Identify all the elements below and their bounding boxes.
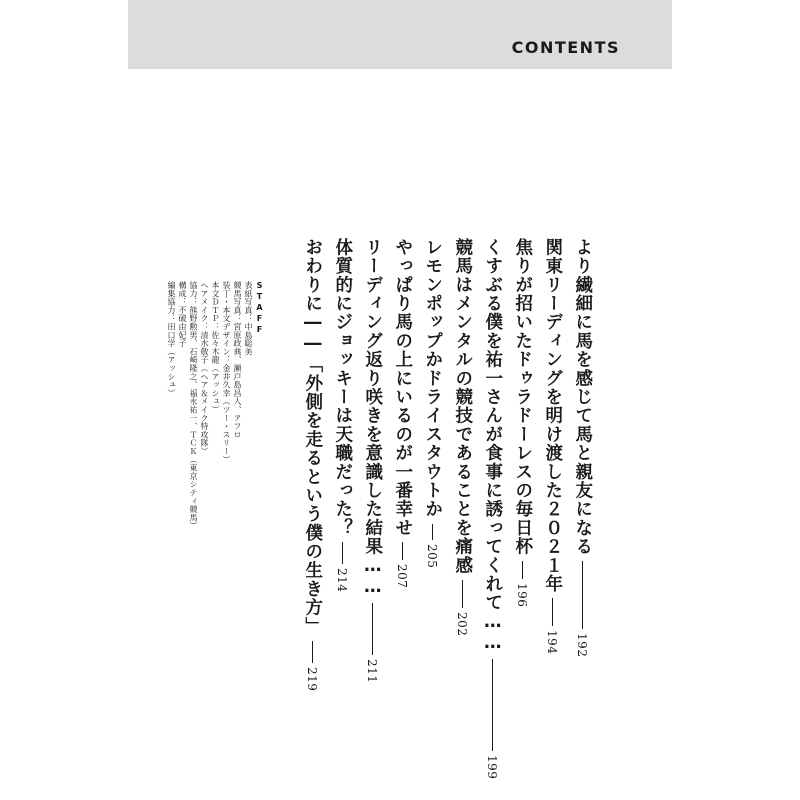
toc-entry-page-number: 214: [335, 568, 349, 593]
toc-entry: [359, 238, 385, 684]
toc-entry-page-number: 196: [515, 582, 529, 608]
toc-entry-page-number: 211: [365, 659, 379, 684]
toc-leader-line: [462, 580, 463, 608]
toc-leader-line: [582, 561, 583, 629]
toc-entry-page-number: 199: [485, 755, 499, 780]
toc-entry-page-number: 205: [425, 543, 439, 568]
toc-entry-page-number: 194: [545, 630, 559, 655]
toc-entry-page-number: 192: [575, 632, 589, 658]
toc-entry-title: より繊細に馬を感じて馬と親友になる: [572, 238, 593, 556]
toc-entry-title: レモンポップかドライスタウトか: [422, 238, 443, 519]
staff-credit-line: 協力：熊野勲男、石崎隆之、福永祐一、ＴＣＫ（東京シティ競馬）: [189, 281, 198, 530]
toc-entry: [539, 238, 565, 655]
staff-credit-line: 競馬写真：宮原政典、瀬戸島昌人、アフロ: [233, 281, 242, 439]
toc-entry-title: 競馬はメンタルの競技であることを痛感: [452, 238, 473, 575]
toc-entry-title: 体質的にジョッキーは天職だった？: [332, 238, 353, 538]
toc-entry: [389, 238, 415, 589]
staff-credits: [166, 281, 265, 530]
toc-leader-line: [522, 561, 523, 579]
staff-credit-line: 表紙写真：中島聡美: [244, 281, 253, 356]
page-title: CONTENTS: [511, 38, 620, 57]
toc-entry: [569, 238, 595, 657]
toc-entry-page-number: 202: [455, 611, 469, 637]
toc-entry-title: くすぶる僕を祐一さんが食事に誘ってくれて……: [482, 238, 503, 655]
toc-entry-title: 焦りが招いたドゥラドーレスの毎日杯: [512, 238, 533, 556]
staff-credit-line: 編集協力：田口学（アッシュ）: [167, 281, 176, 398]
toc-leader-line: [312, 641, 313, 663]
staff-credit-line: ヘアメイク：清水敬子（ヘア＆メイク特攻隊）: [200, 281, 209, 456]
toc-leader-line: [432, 524, 433, 540]
staff-credit-line: 装丁・本文デザイン：金井久幸（ツー・スリー）: [222, 281, 231, 464]
toc-entry-page-number: 207: [395, 564, 409, 589]
toc-entry: [299, 238, 325, 691]
toc-leader-line: [372, 603, 373, 655]
toc-entry-title: リーディング返り咲きを意識した結果……: [362, 238, 383, 599]
staff-heading: STAFF: [255, 281, 264, 336]
toc-leader-line: [552, 598, 553, 626]
toc-entry: [449, 238, 475, 636]
staff-lines: [166, 281, 254, 530]
toc-entry-page-number: 219: [305, 666, 319, 692]
staff-credit-line: 本文ＤＴＰ：佐々木龍（アッシュ）: [211, 281, 220, 414]
toc-entry: [329, 238, 355, 593]
toc-entry-title: おわりに――「外側を走るという僕の生き方」: [302, 238, 323, 636]
toc-entry-title: 関東リーディングを明け渡した２０２１年: [542, 238, 563, 594]
staff-credit-line: 構成：不破由妃子: [178, 281, 187, 348]
toc-leader-line: [402, 542, 403, 560]
header-band: [128, 0, 672, 69]
toc-leader-line: [492, 659, 493, 751]
toc-entry: [419, 238, 445, 568]
toc-entry: [509, 238, 535, 607]
toc-leader-line: [342, 542, 343, 564]
toc-entry: [479, 238, 505, 780]
toc-entry-title: やっぱり馬の上にいるのが一番幸せ: [392, 238, 413, 538]
